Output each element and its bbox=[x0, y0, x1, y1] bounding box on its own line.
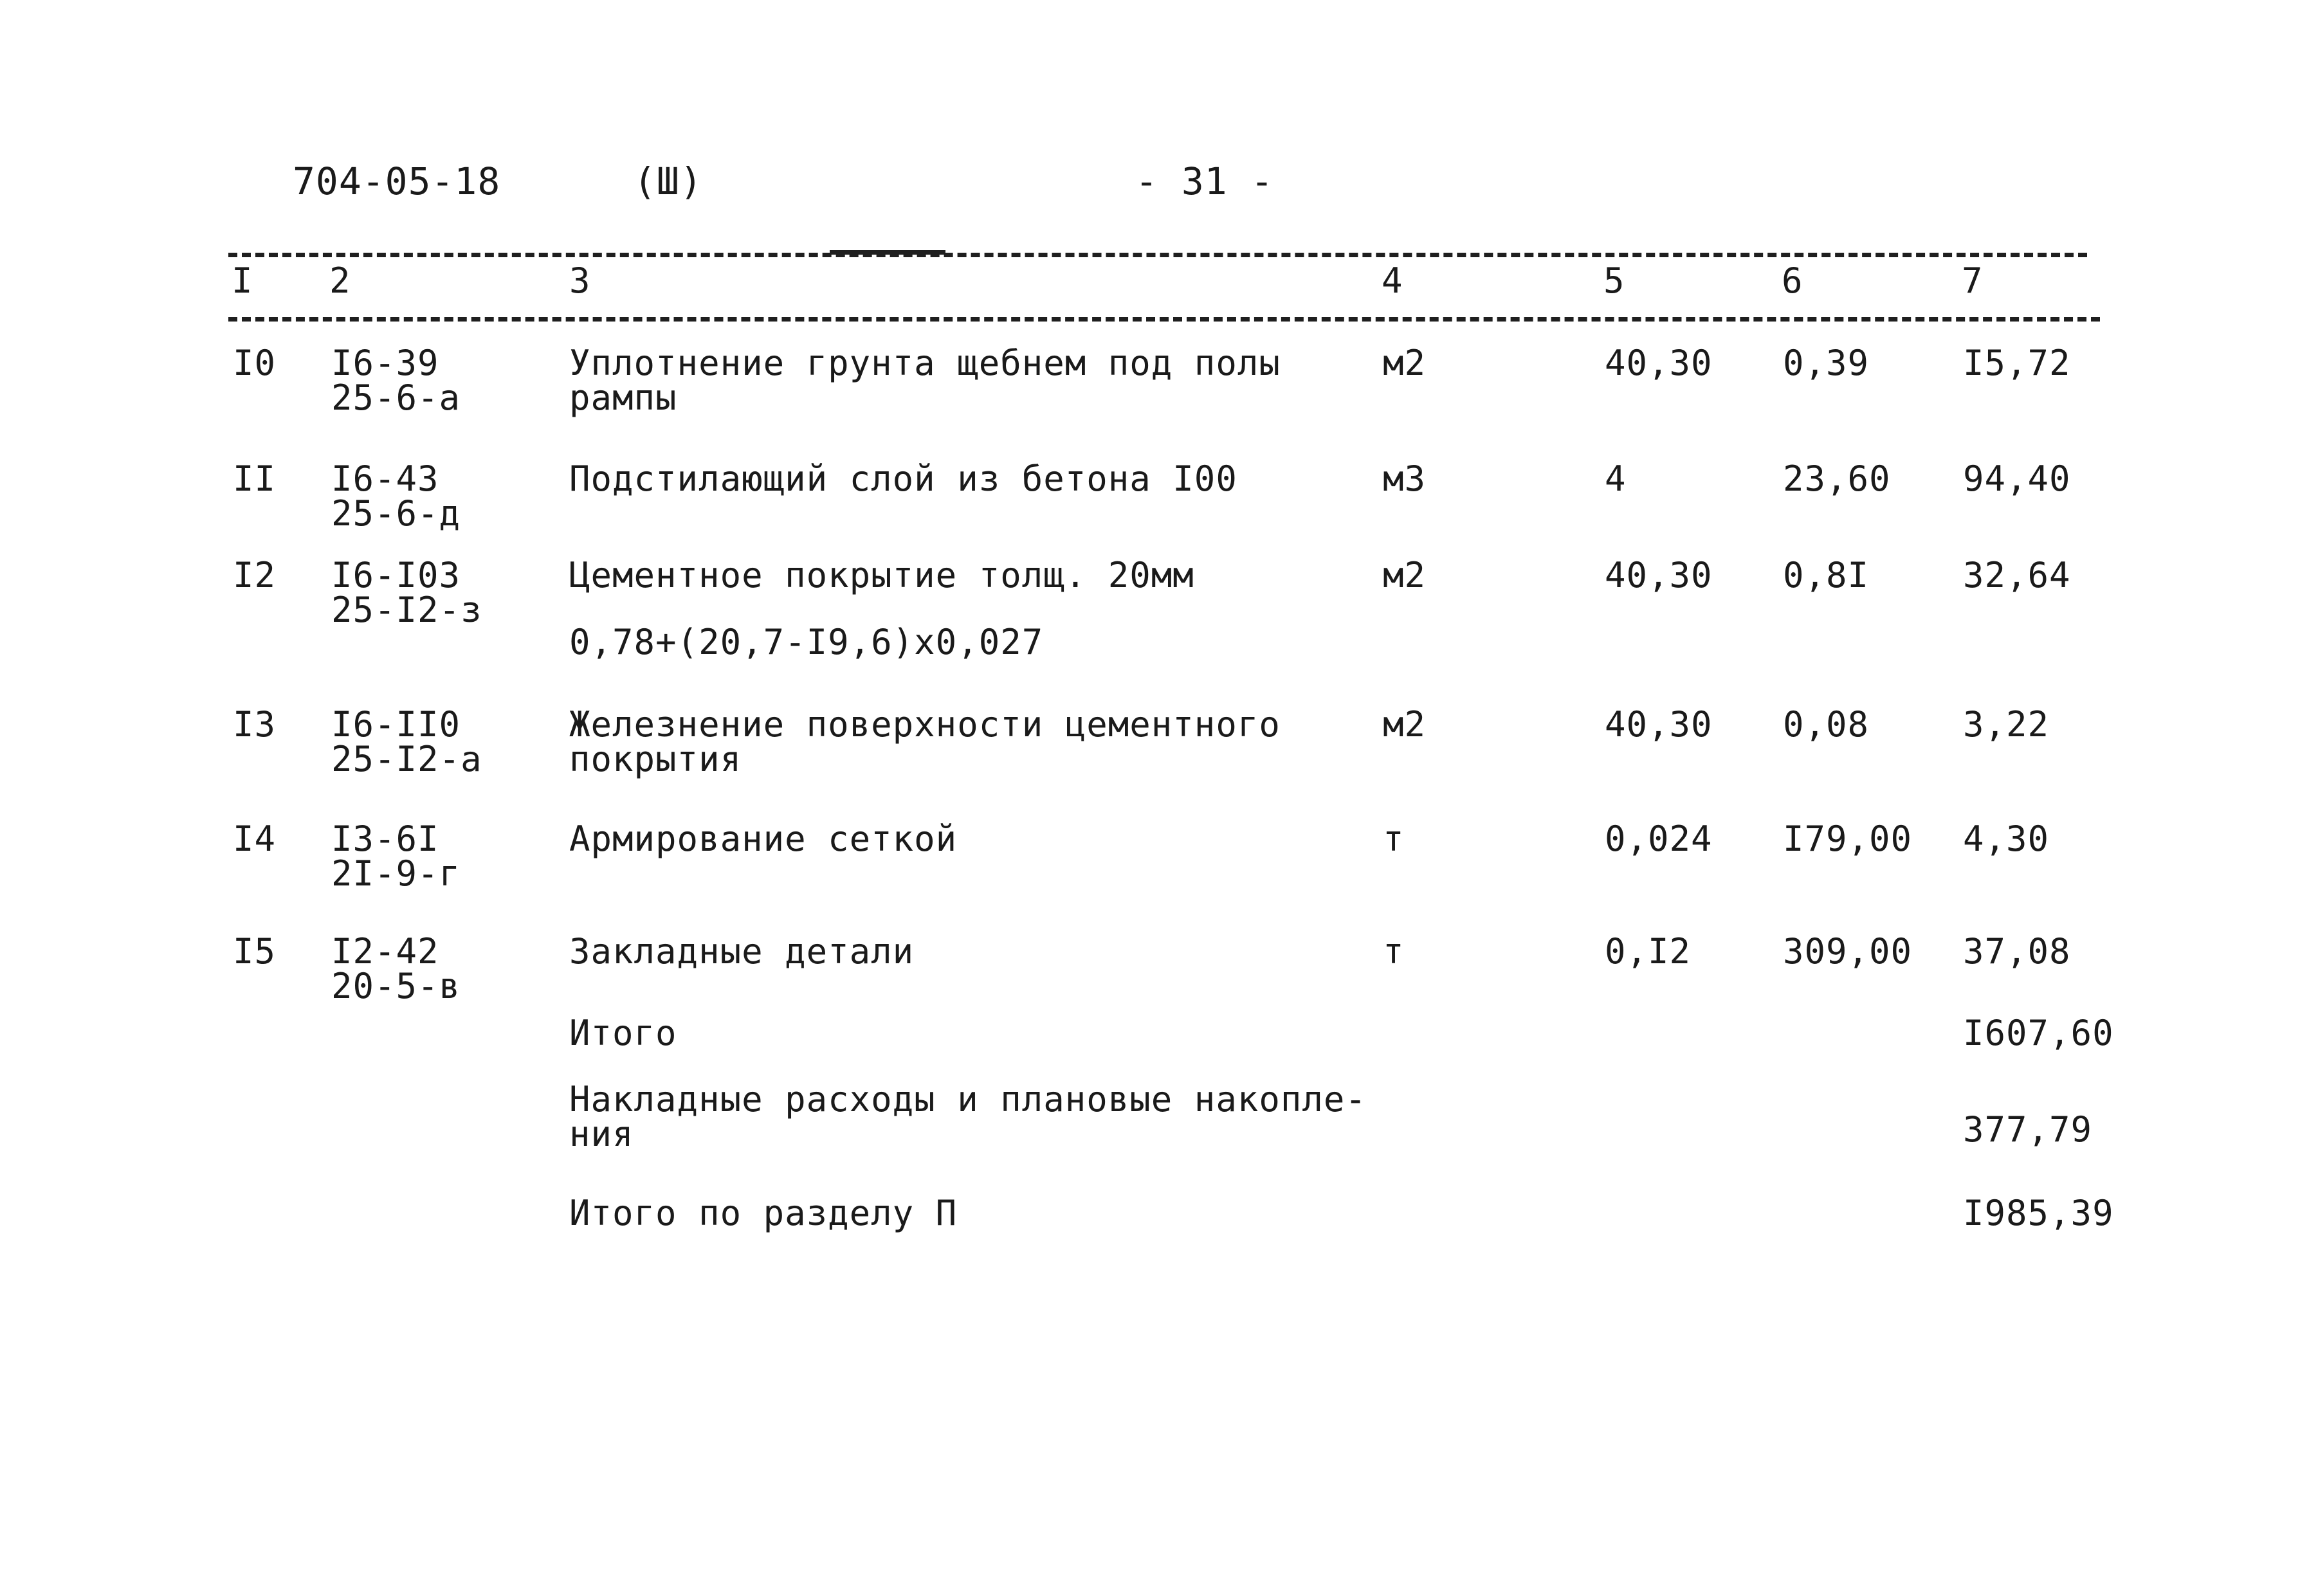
unit-price: 0,08 bbox=[1783, 704, 1870, 745]
column-header-7: 7 bbox=[1962, 260, 1984, 301]
norm-code: I2-42 bbox=[331, 931, 439, 972]
work-description: Подстилающий слой из бетона I00 bbox=[569, 458, 1237, 499]
unit: м2 bbox=[1383, 555, 1427, 595]
unit-price: 23,60 bbox=[1783, 458, 1891, 499]
total-cost: 94,40 bbox=[1963, 458, 2071, 499]
column-header-1: I bbox=[232, 260, 253, 301]
page-number: - 31 - bbox=[1135, 159, 1274, 203]
norm-code: I6-43 bbox=[331, 458, 439, 499]
total-cost: 4,30 bbox=[1963, 819, 2050, 859]
work-description: Железнение поверхности цементного bbox=[569, 704, 1281, 745]
quantity: 40,30 bbox=[1605, 555, 1713, 595]
row-number: I0 bbox=[233, 343, 277, 383]
norm-code-secondary: 25-I2-з bbox=[331, 590, 482, 630]
subtotal-label: Итого bbox=[569, 1013, 677, 1053]
work-description: Уплотнение грунта щебнем под полы bbox=[569, 343, 1281, 383]
norm-code-secondary: 2I-9-г bbox=[331, 853, 461, 894]
norm-code-secondary: 25-I2-а bbox=[331, 739, 482, 779]
quantity: 40,30 bbox=[1605, 704, 1713, 745]
overhead-label-continued: ния bbox=[569, 1114, 634, 1154]
total-cost: 37,08 bbox=[1963, 931, 2071, 972]
quantity: 4 bbox=[1605, 458, 1627, 499]
total-cost: 3,22 bbox=[1963, 704, 2050, 745]
unit: м2 bbox=[1383, 704, 1427, 745]
unit-price: 309,00 bbox=[1783, 931, 1913, 972]
total-cost: 32,64 bbox=[1963, 555, 2071, 595]
quantity: 0,024 bbox=[1605, 819, 1713, 859]
unit: м3 bbox=[1383, 458, 1427, 499]
work-description: Закладные детали bbox=[569, 931, 915, 972]
quantity: 0,I2 bbox=[1605, 931, 1692, 972]
section-total-value: I985,39 bbox=[1963, 1193, 2114, 1233]
volume-number: (Ш) bbox=[634, 159, 703, 203]
column-header-4: 4 bbox=[1382, 260, 1403, 301]
overhead-value: 377,79 bbox=[1963, 1109, 2093, 1150]
norm-code-secondary: 20-5-в bbox=[331, 966, 461, 1006]
norm-code-secondary: 25-6-а bbox=[331, 377, 461, 418]
row-number: I3 bbox=[233, 704, 277, 745]
column-header-5: 5 bbox=[1603, 260, 1625, 301]
work-formula: 0,78+(20,7-I9,6)х0,027 bbox=[569, 622, 1044, 662]
norm-code-secondary: 25-6-д bbox=[331, 493, 461, 534]
work-description-continued: рампы bbox=[569, 377, 677, 418]
norm-code: I6-39 bbox=[331, 343, 439, 383]
unit: м2 bbox=[1383, 343, 1427, 383]
unit-price: I79,00 bbox=[1783, 819, 1913, 859]
row-number: I2 bbox=[233, 555, 277, 595]
column-header-3: 3 bbox=[569, 260, 591, 301]
overhead-label: Накладные расходы и плановые накопле- bbox=[569, 1079, 1367, 1120]
row-number: I5 bbox=[233, 931, 277, 972]
unit-price: 0,39 bbox=[1783, 343, 1870, 383]
section-total-label: Итого по разделу П bbox=[569, 1193, 958, 1233]
work-description: Армирование сеткой bbox=[569, 819, 958, 859]
table-top-rule-accent bbox=[830, 250, 945, 255]
norm-code: I6-II0 bbox=[331, 704, 461, 745]
row-number: I4 bbox=[233, 819, 277, 859]
unit-price: 0,8I bbox=[1783, 555, 1870, 595]
work-description: Цементное покрытие толщ. 20мм bbox=[569, 555, 1194, 595]
subtotal-value: I607,60 bbox=[1963, 1013, 2114, 1053]
document-code: 704-05-18 bbox=[293, 159, 501, 203]
norm-code: I6-I03 bbox=[331, 555, 461, 595]
norm-code: I3-6I bbox=[331, 819, 439, 859]
unit: т bbox=[1383, 931, 1405, 972]
table-top-rule bbox=[228, 253, 2087, 257]
column-header-2: 2 bbox=[329, 260, 351, 301]
row-number: II bbox=[233, 458, 277, 499]
quantity: 40,30 bbox=[1605, 343, 1713, 383]
work-description-continued: покрытия bbox=[569, 739, 742, 779]
total-cost: I5,72 bbox=[1963, 343, 2071, 383]
table-header-rule bbox=[228, 317, 2100, 322]
column-header-6: 6 bbox=[1782, 260, 1803, 301]
unit: т bbox=[1383, 819, 1405, 859]
